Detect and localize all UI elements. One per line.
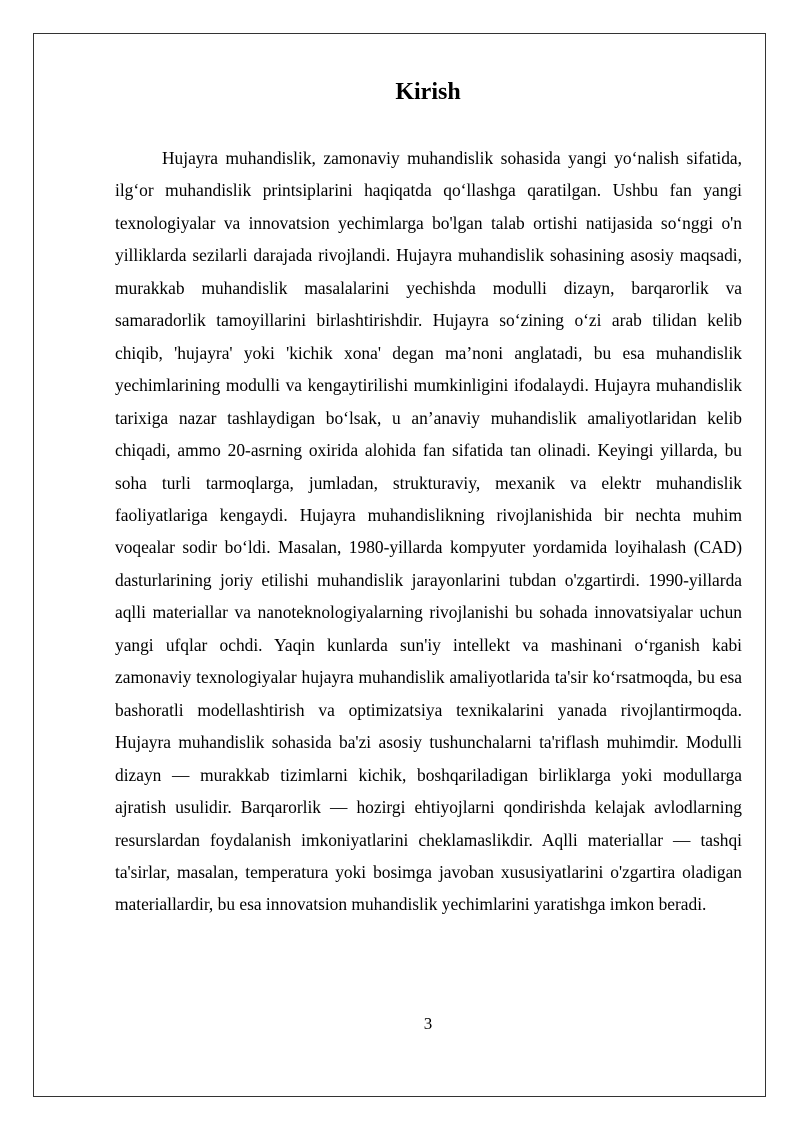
- page-title: Kirish: [395, 79, 461, 105]
- body-paragraph: Hujayra muhandislik, zamonaviy muhandislik sohasida yangi yo‘nalish sifatida, ilg‘or muhandislik printsiplarini haqiqatda qo‘llashga qaratilgan. Ushbu fan yangi texnologiyalar va innovatsion yechimlarga bo'lgan talab ortishi natijasida so‘nggi o'n yilliklarda sezilarli darajada rivojlandi. Hujayra muhandislik sohasining asosiy maqsadi, murakkab muhandislik masalalarini yechishda modulli dizayn, barqarorlik va samaradorlik tamoyillarini birlashtirishdir. Hujayra so‘zining o‘zi arab tilidan kelib chiqib, 'hujayra' yoki 'kichik xona' degan ma’noni anglatadi, bu esa muhandislik yechimlarining modulli va kengaytirilishi mumkinligini ifodalaydi. Hujayra muhandislik tarixiga nazar tashlaydigan bo‘lsak, u an’anaviy muhandislik amaliyotlaridan kelib chiqadi, ammo 20-asrning oxirida alohida fan sifatida tan olinadi. Keyingi yillarda, bu soha turli tarmoqlarga, jumladan, strukturaviy, mexanik va elektr muhandislik faoliyatlariga kengaydi. Hujayra muhandislikning rivojlanishida bir nechta muhim voqealar sodir bo‘ldi. Masalan, 1980-yillarda kompyuter yordamida loyihalash (CAD) dasturlarining joriy etilishi muhandislik jarayonlarini tubdan o'zgartirdi. 1990-yillarda aqlli materiallar va nanoteknologiyalarning rivojlanishi bu sohada innovatsiyalar uchun yangi ufqlar ochdi. Yaqin kunlarda sun'iy intellekt va mashinani o‘rganish kabi zamonaviy texnologiyalar hujayra muhandislik amaliyotlarida ta'sir ko‘rsatmoqda, bu esa bashoratli modellashtirish va optimizatsiya texnikalarini yanada rivojlantirmoqda. Hujayra muhandislik sohasida ba'zi asosiy tushunchalarni ta'riflash muhimdir. Modulli dizayn — murakkab tizimlarni kichik, boshqariladigan birliklarga yoki modullarga ajratish usulidir. Barqarorlik — hozirgi ehtiyojlarni qondirishda kelajak avlodlarning resurslardan foydalanish imkoniyatlarini cheklamaslikdir. Aqlli materiallar — tashqi ta'sirlar, masalan, temperatura yoki bosimga javoban xususiyatlarini o'zgartira oladigan materiallardir, bu esa innovatsion muhandislik yechimlarini yaratishga imkon beradi.: [115, 148, 742, 915]
- page-number: 3: [423, 1014, 433, 1033]
